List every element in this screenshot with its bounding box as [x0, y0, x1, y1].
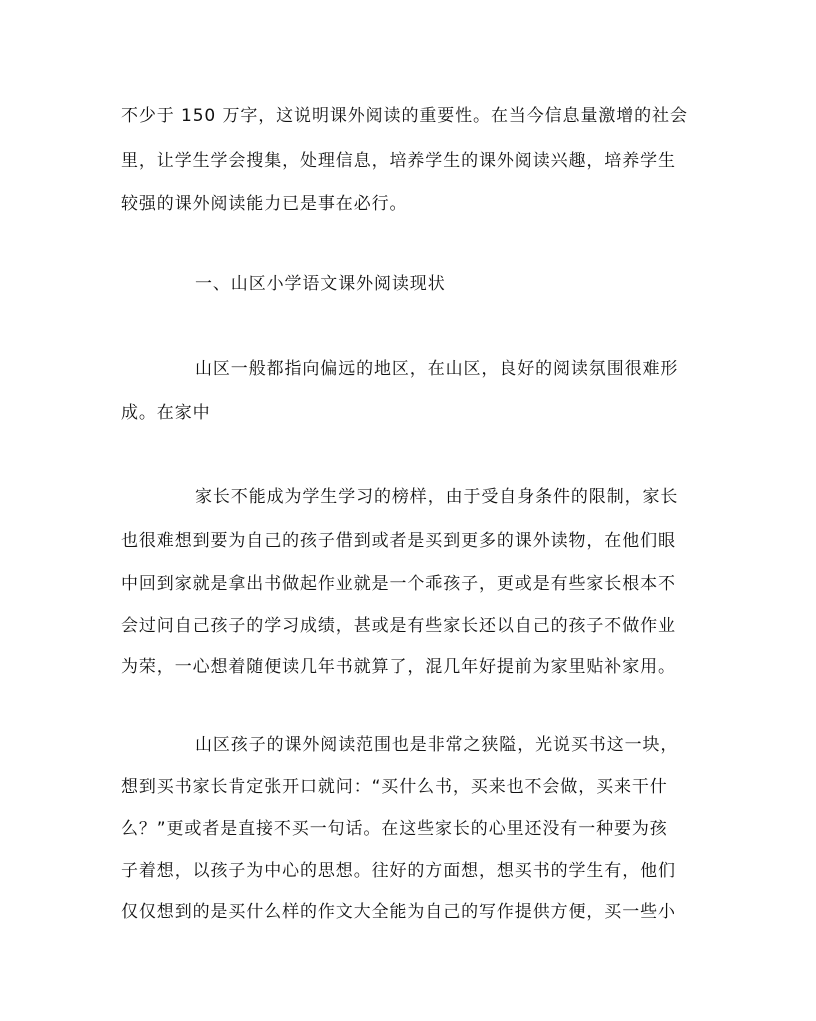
paragraph-1-line-1: 不少于 150 万字，这说明课外阅读的重要性。在当今信息量激增的社会: [121, 106, 688, 126]
paragraph-1-line-2: 里，让学生学会搜集，处理信息，培养学生的课外阅读兴趣，培养学生: [121, 151, 676, 171]
paragraph-3-line-2: 成。在家中: [121, 403, 211, 423]
paragraph-4-line-4: 会过问自己孩子的学习成绩，甚或是有些家长还以自己的孩子不做作业: [121, 616, 676, 636]
paragraph-3-line-1: 山区一般都指向偏远的地区，在山区，良好的阅读氛围很难形: [195, 359, 679, 379]
paragraph-1-line-3: 较强的课外阅读能力已是事在必行。: [121, 194, 408, 214]
paragraph-5-line-1: 山区孩子的课外阅读范围也是非常之狭隘，光说买书这一块，: [195, 735, 679, 755]
paragraph-4-line-3: 中回到家就是拿出书做起作业就是一个乖孩子，更或是有些家长根本不: [121, 574, 676, 594]
paragraph-4-line-1: 家长不能成为学生学习的榜样，由于受自身条件的限制，家长: [195, 487, 679, 507]
paragraph-5-line-2: 想到买书家长肯定张开口就问：“买什么书，买来也不会做，买来干什: [121, 777, 668, 797]
paragraph-4-line-5: 为荣，一心想着随便读几年书就算了，混几年好提前为家里贴补家用。: [121, 657, 676, 677]
paragraph-5-line-4: 子着想，以孩子为中心的思想。往好的方面想，想买书的学生有，他们: [121, 861, 676, 881]
paragraph-5-line-5: 仅仅想到的是买什么样的作文大全能为自己的写作提供方便，买一些小: [121, 902, 676, 922]
section-heading: 一、山区小学语文课外阅读现状: [195, 274, 446, 294]
paragraph-5-line-3: 么？”更或者是直接不买一句话。在这些家长的心里还没有一种要为孩: [121, 819, 668, 839]
paragraph-4-line-2: 也很难想到要为自己的孩子借到或者是买到更多的课外读物，在他们眼: [121, 531, 676, 551]
